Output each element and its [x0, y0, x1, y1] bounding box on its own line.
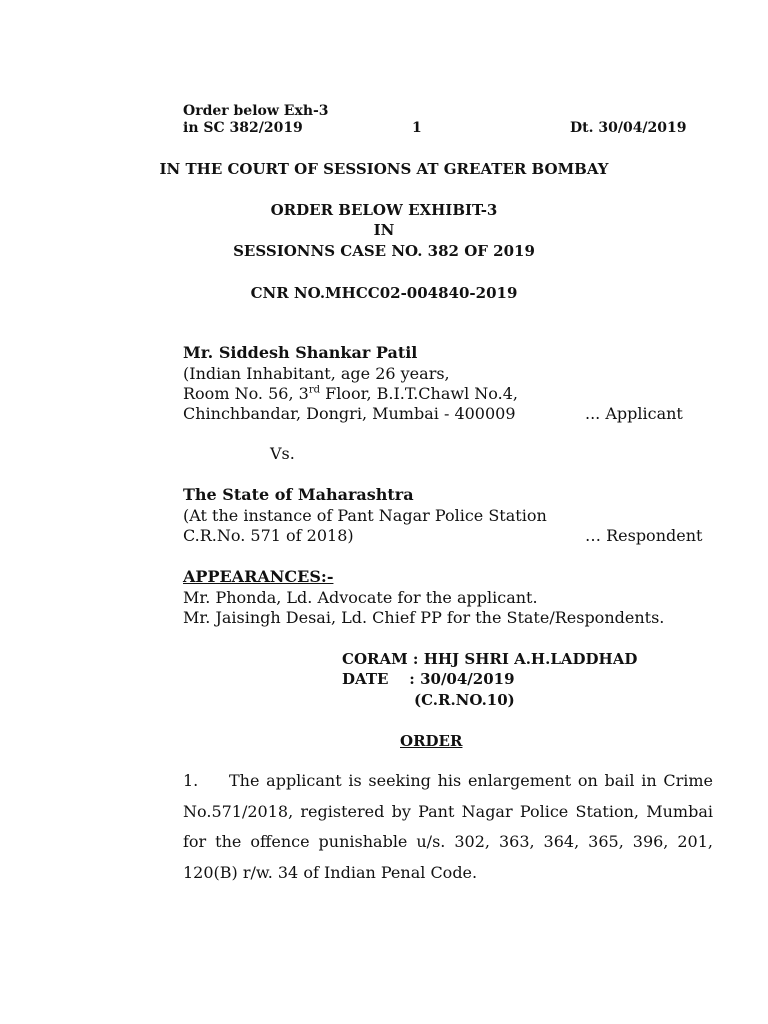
- order-paragraph-1: [183, 766, 713, 888]
- respondent-role: … Respondent: [585, 526, 703, 545]
- header-exhibit-line: Order below Exh-3: [183, 103, 329, 119]
- order-title-line3: SESSIONNS CASE NO. 382 OF 2019: [233, 242, 535, 260]
- page-number: 1: [412, 120, 422, 136]
- applicant-room-suffix: Floor, B.I.T.Chawl No.4,: [320, 384, 518, 403]
- applicant-name: Mr. Siddesh Shankar Patil: [183, 343, 418, 362]
- respondent-details-line2: C.R.No. 571 of 2018): [183, 526, 354, 545]
- order-title-line2: IN: [373, 221, 395, 239]
- respondent-details-line1: (At the instance of Pant Nagar Police Station: [183, 506, 547, 525]
- header-date: Dt. 30/04/2019: [570, 120, 687, 136]
- paragraph-number: 1.: [183, 771, 199, 790]
- applicant-address-line3: Chinchbandar, Dongri, Mumbai - 400009: [183, 404, 516, 423]
- applicant-room-sup: rd: [308, 384, 320, 396]
- appearance-applicant: Mr. Phonda, Ld. Advocate for the applicant.: [183, 588, 538, 607]
- header-case-ref: in SC 382/2019: [183, 120, 303, 136]
- versus-label: Vs.: [270, 444, 295, 463]
- applicant-room-prefix: Room No. 56, 3: [183, 384, 309, 403]
- applicant-address-line: [183, 384, 518, 403]
- coram-date: DATE : 30/04/2019: [342, 670, 515, 688]
- respondent-name: The State of Maharashtra: [183, 485, 414, 504]
- applicant-details-line1: (Indian Inhabitant, age 26 years,: [183, 364, 450, 383]
- coram-cr-number: (C.R.NO.10): [414, 691, 515, 709]
- order-heading: ORDER: [400, 732, 463, 750]
- coram-judge: CORAM : HHJ SHRI A.H.LADDHAD: [342, 650, 638, 668]
- applicant-role: ... Applicant: [585, 404, 683, 423]
- court-title: IN THE COURT OF SESSIONS AT GREATER BOMBAY: [159, 160, 609, 178]
- cnr-number: CNR NO.MHCC02-004840-2019: [250, 284, 518, 302]
- appearance-state: Mr. Jaisingh Desai, Ld. Chief PP for the State/Respondents.: [183, 608, 665, 627]
- paragraph-text: The applicant is seeking his enlargement on bail in Crime No.571/2018, registered by Pant Nagar Police Station, Mumbai for the offence punishable u/s. 302, 363, 364, 365, 396, 201, 120(B) r/w. 34 of Indian Penal Code.: [183, 771, 713, 882]
- order-title-line1: ORDER BELOW EXHIBIT-3: [270, 201, 498, 219]
- appearances-heading: APPEARANCES:-: [183, 567, 334, 586]
